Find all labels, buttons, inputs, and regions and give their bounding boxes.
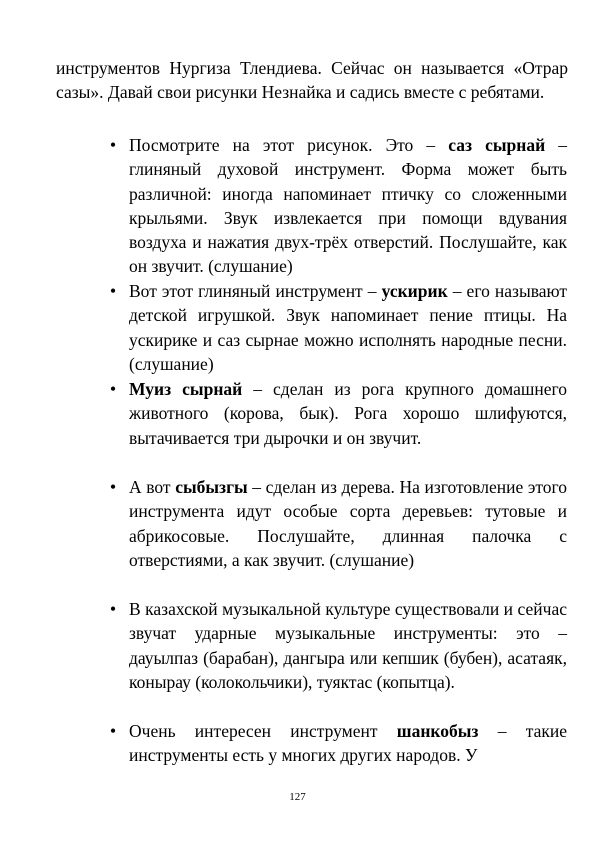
- bullet-icon: •: [109, 721, 117, 741]
- bullet-icon: •: [109, 477, 117, 497]
- list-item: • Муиз сырнай – сделан из рога крупного домашнего животного (корова, бык). Рога хорошо шлифуются, вытачивается три дырочки и он звучит.: [129, 377, 567, 450]
- term-bold: саз сырнай: [448, 135, 546, 155]
- list-item: • А вот сыбызгы – сделан из дерева. На изготовление этого инструмента идут особые сорта деревьев: тутовые и абрикосовые. Послушайте, длинная палочка с отверстиями, а как звучит. (слушание): [129, 475, 567, 572]
- page-number: 127: [289, 791, 306, 803]
- bullet-icon: •: [109, 379, 117, 399]
- list-item: • В казахской музыкальной культуре существовали и сейчас звучат ударные музыкальные инструменты: это – дауылпаз (барабан), дангыра или кепшик (бубен), асатаяк, конырау (колокольчики), туяктас (копытца).: [129, 597, 567, 694]
- list-item: • Посмотрите на этот рисунок. Это – саз сырнай – глиняный духовой инструмент. Форма может быть различной: иногда напоминает птичку со сложенными крыльями. Звук извлекается при помощи вдувания воздуха и нажатия двух-трёх отверстий. Послушайте, как он звучит. (слушание): [129, 133, 567, 279]
- bullet-icon: •: [109, 281, 117, 301]
- term-bold: Муиз сырнай: [129, 379, 243, 399]
- bullet-icon: •: [109, 135, 117, 155]
- list-item: • Очень интересен инструмент шанкобыз – такие инструменты есть у многих других народов. У: [129, 719, 567, 768]
- term-bold: шанкобыз: [396, 721, 479, 741]
- list-item: • Вот этот глиняный инструмент – ускирик – его называют детской игрушкой. Звук напоминает пение птицы. На ускирике и саз сырнае можно исполнять народные песни. (слушание): [129, 279, 567, 376]
- term-bold: ускирик: [381, 281, 448, 301]
- term-bold: сыбызгы: [175, 477, 248, 497]
- bullet-icon: •: [109, 599, 117, 619]
- intro-paragraph: инструментов Нургиза Тлендиева. Сейчас он называется «Отрар сазы». Давай свои рисунки Незнайка и садись вместе с ребятами.: [56, 58, 568, 102]
